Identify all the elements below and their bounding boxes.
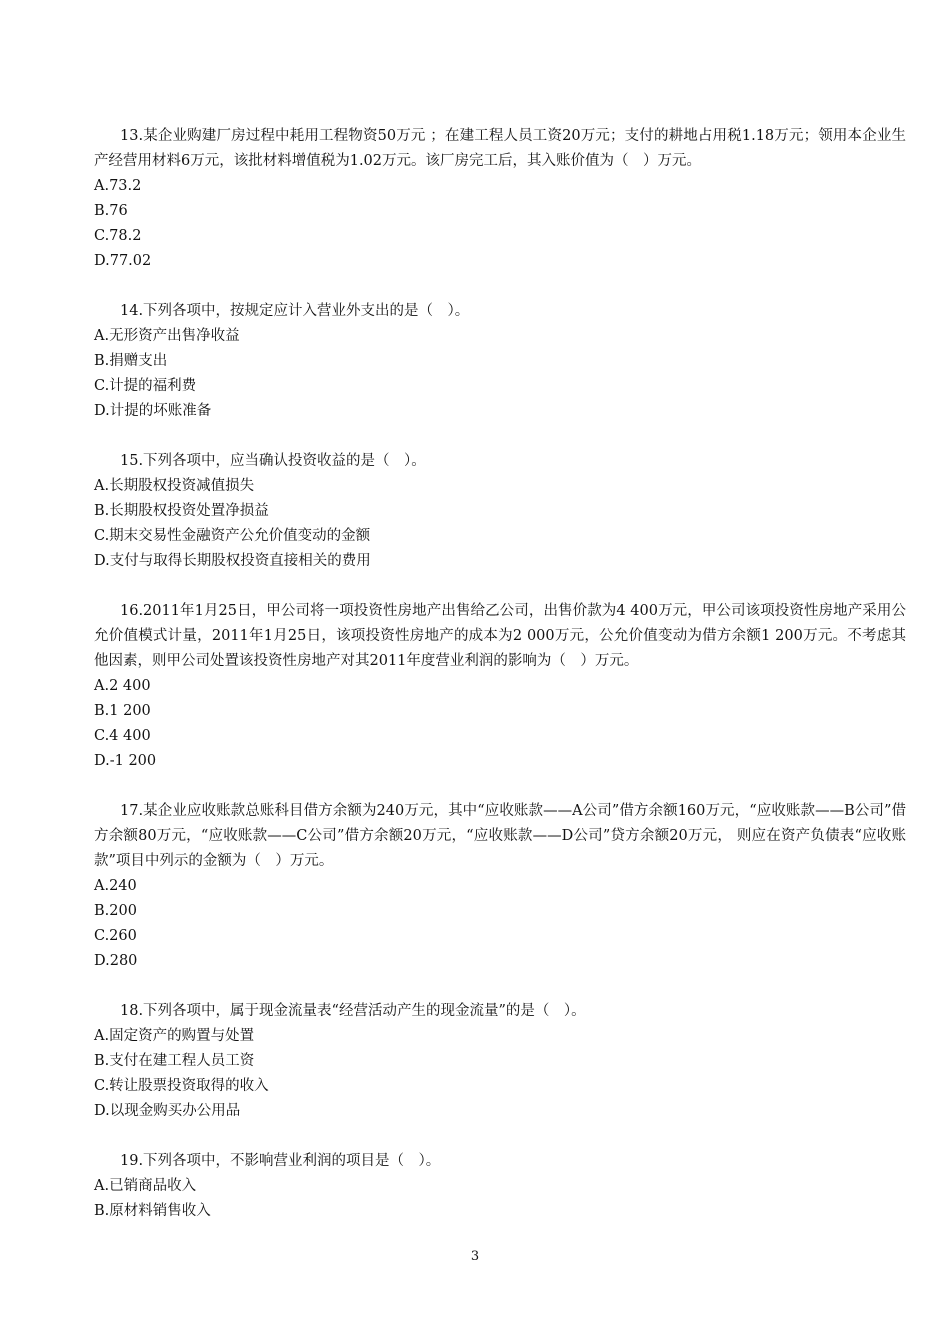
- question-list: [94, 124, 906, 1249]
- option-b: B.200: [94, 903, 137, 919]
- option-a: A.长期股权投资减值损失: [94, 478, 255, 494]
- option-c: C.转让股票投资取得的收入: [94, 1078, 269, 1094]
- option-a: A.73.2: [94, 178, 142, 194]
- question-16: [94, 599, 906, 774]
- question-17: [94, 799, 906, 974]
- option-b: B.支付在建工程人员工资: [94, 1053, 255, 1069]
- question-13: [94, 124, 906, 274]
- option-a: A.2 400: [94, 678, 151, 694]
- question-stem: 17.某企业应收账款总账科目借方余额为240万元，其中“应收账款——A公司”借方余额160万元，“应收账款——B公司”借方余额80万元，“应收账款——C公司”借方余额20万元，“应收账款——D公司”贷方余额20万元， 则应在资产负债表“应收账款”项目中列示的金额为（ ）万元。: [94, 803, 906, 869]
- question-19: [94, 1149, 906, 1224]
- option-d: D.计提的坏账准备: [94, 403, 212, 419]
- option-a: A.固定资产的购置与处置: [94, 1028, 255, 1044]
- question-18: [94, 999, 906, 1124]
- option-b: B.长期股权投资处置净损益: [94, 503, 269, 519]
- question-15: [94, 449, 906, 574]
- question-stem: 14.下列各项中，按规定应计入营业外支出的是（ ）。: [120, 303, 470, 319]
- option-c: C.260: [94, 928, 137, 944]
- option-b: B.原材料销售收入: [94, 1203, 211, 1219]
- option-b: B.捐赠支出: [94, 353, 168, 369]
- option-d: D.支付与取得长期股权投资直接相关的费用: [94, 553, 371, 569]
- option-d: D.以现金购买办公用品: [94, 1103, 241, 1119]
- option-b: B.1 200: [94, 703, 151, 719]
- question-stem: 15.下列各项中，应当确认投资收益的是（ ）。: [120, 453, 426, 469]
- option-c: C.4 400: [94, 728, 151, 744]
- question-14: [94, 299, 906, 424]
- question-stem: 13.某企业购建厂房过程中耗用工程物资50万元 ；在建工程人员工资20万元；支付的耕地占用税1.18万元；领用本企业生产经营用材料6万元，该批材料增值税为1.02万元。该厂房完工后，其入账价值为（ ）万元。: [94, 128, 906, 169]
- option-d: D.-1 200: [94, 753, 157, 769]
- option-a: A.已销商品收入: [94, 1178, 197, 1194]
- option-d: D.280: [94, 953, 138, 969]
- option-a: A.240: [94, 878, 137, 894]
- question-stem: 16.2011年1月25日，甲公司将一项投资性房地产出售给乙公司，出售价款为4 400万元，甲公司该项投资性房地产采用公允价值模式计量，2011年1月25日，该项投资性房地产的成本为2 000万元，公允价值变动为借方余额1 200万元。不考虑其他因素，则甲公司处置该投资性房地产对其2011年度营业利润的影响为（ ）万元。: [94, 603, 906, 669]
- option-c: C.计提的福利费: [94, 378, 197, 394]
- option-c: C.78.2: [94, 228, 142, 244]
- option-c: C.期末交易性金融资产公允价值变动的金额: [94, 528, 371, 544]
- page-number: 3: [470, 1249, 480, 1264]
- question-stem: 18.下列各项中，属于现金流量表“经营活动产生的现金流量”的是（ ）。: [120, 1003, 586, 1019]
- question-stem: 19.下列各项中，不影响营业利润的项目是（ ）。: [120, 1153, 441, 1169]
- option-b: B.76: [94, 203, 128, 219]
- option-a: A.无形资产出售净收益: [94, 328, 240, 344]
- option-d: D.77.02: [94, 253, 152, 269]
